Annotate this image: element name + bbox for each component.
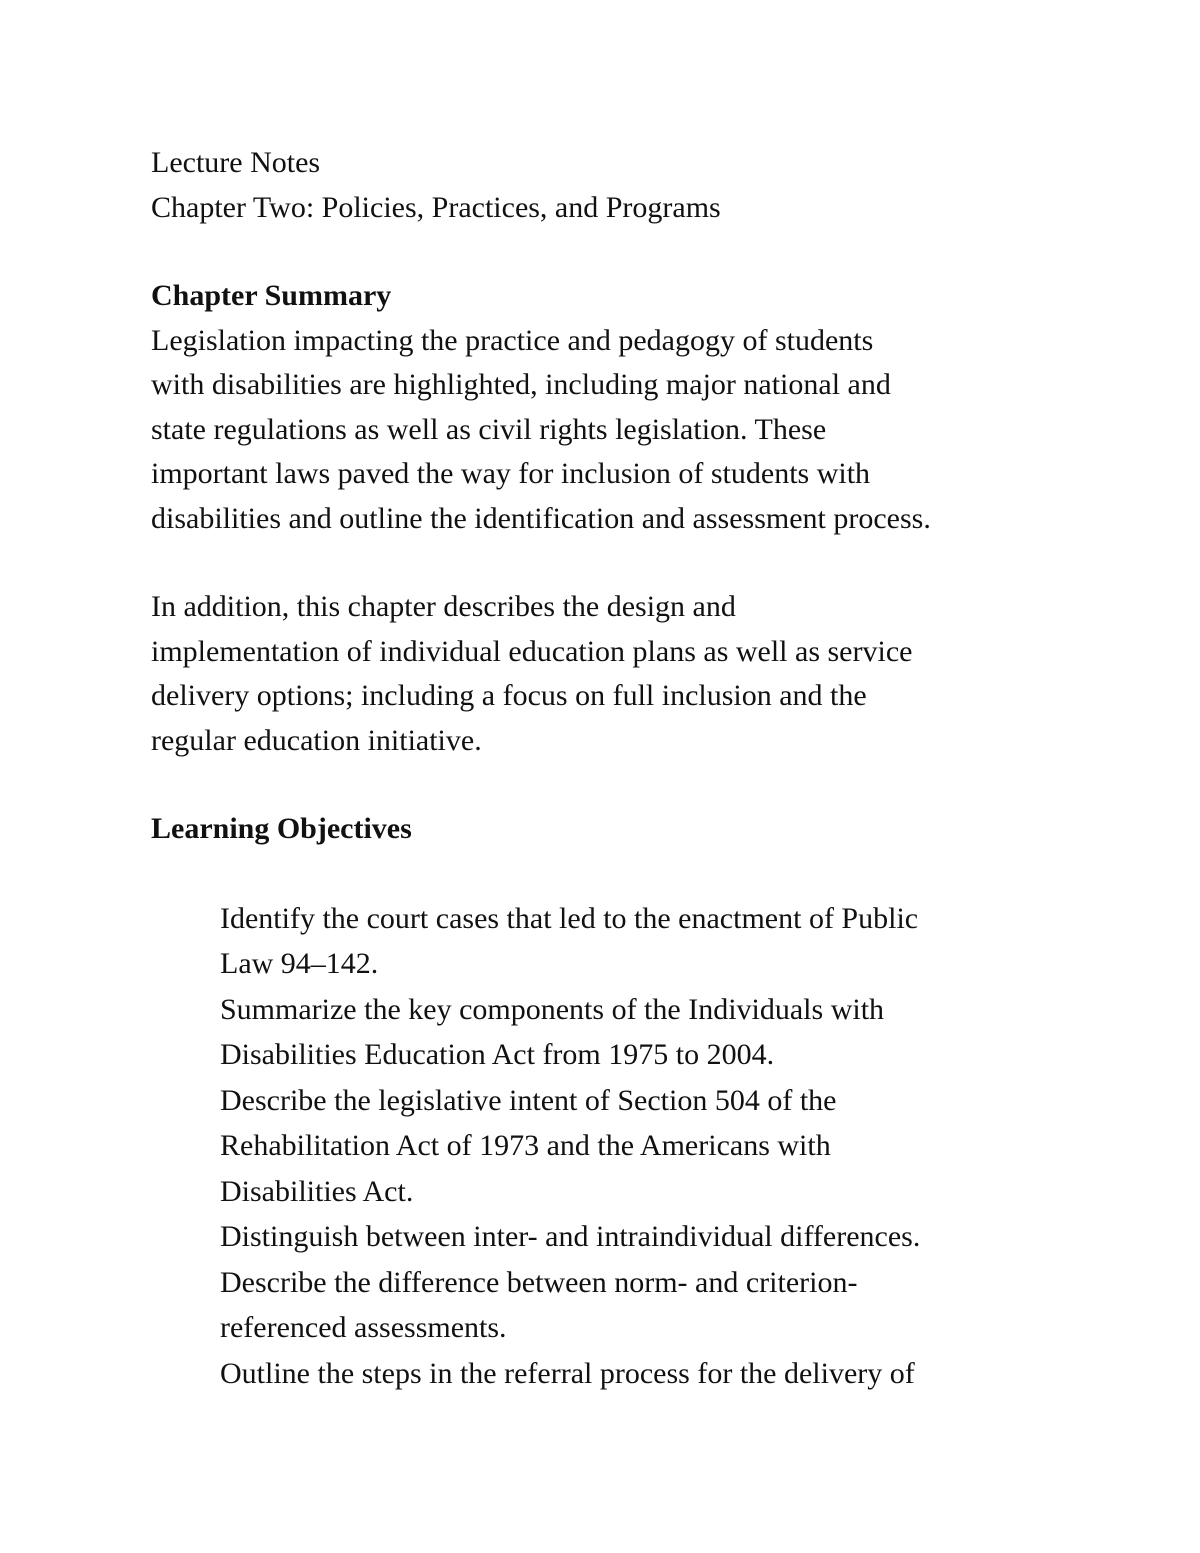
- summary-line: regular education initiative.: [151, 723, 482, 757]
- objective-line: Outline the steps in the referral process for the delivery of: [220, 1356, 915, 1390]
- objectives-heading: Learning Objectives: [151, 812, 412, 845]
- summary-line: state regulations as well as civil rights legislation. These: [151, 412, 827, 446]
- objective-line: Describe the legislative intent of Section 504 of the: [220, 1083, 837, 1117]
- chapter-title: Chapter Two: Policies, Practices, and Programs: [151, 190, 721, 224]
- summary-line: with disabilities are highlighted, including major national and: [151, 368, 891, 401]
- list-item: [220, 896, 1071, 987]
- objective-line: Describe the difference between norm- and criterion-: [220, 1265, 858, 1299]
- list-item: [220, 1078, 1071, 1215]
- list-item: [220, 1214, 1071, 1260]
- summary-paragraph-2: [151, 585, 1071, 763]
- objective-line: Summarize the key components of the Individuals with: [220, 992, 885, 1026]
- summary-line: delivery options; including a focus on full inclusion and the: [151, 679, 867, 712]
- spacer: [151, 852, 1071, 896]
- list-item: [220, 1351, 1071, 1397]
- list-item: [220, 987, 1071, 1078]
- objective-line: Disabilities Act.: [220, 1174, 414, 1208]
- objective-line: referenced assessments.: [220, 1311, 507, 1344]
- summary-line: Legislation impacting the practice and pedagogy of students: [151, 323, 874, 357]
- spacer: [151, 763, 1071, 807]
- objective-line: Identify the court cases that led to the enactment of Public: [220, 901, 919, 935]
- objective-line: Law 94–142.: [220, 947, 379, 980]
- summary-line: In addition, this chapter describes the design and: [151, 590, 736, 623]
- page-content: [151, 141, 1071, 1396]
- objectives-list: [151, 896, 1071, 1397]
- list-item: [220, 1260, 1071, 1351]
- summary-line: disabilities and outline the identification and assessment process.: [151, 501, 931, 535]
- summary-line: important laws paved the way for inclusion of students with: [151, 457, 871, 490]
- objective-line: Distinguish between inter- and intraindividual differences.: [220, 1220, 921, 1253]
- objective-line: Disabilities Education Act from 1975 to 2004.: [220, 1038, 775, 1071]
- summary-line: implementation of individual education plans as well as service: [151, 634, 913, 668]
- summary-paragraph-1: [151, 319, 1071, 542]
- summary-heading: Chapter Summary: [151, 279, 392, 312]
- doc-label: Lecture Notes: [151, 146, 321, 179]
- spacer: [151, 230, 1071, 274]
- spacer: [151, 541, 1071, 585]
- objective-line: Rehabilitation Act of 1973 and the Americans with: [220, 1129, 831, 1162]
